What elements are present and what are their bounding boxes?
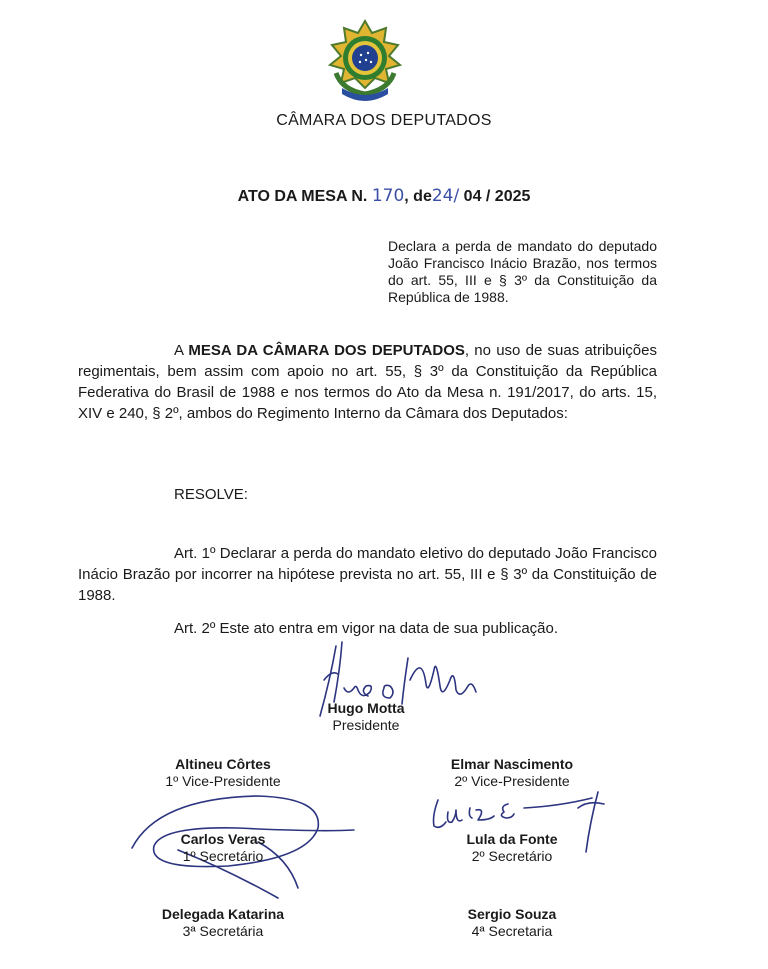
signatory-vp2-name: Elmar Nascimento	[450, 756, 574, 772]
resolve-heading: RESOLVE:	[174, 486, 248, 503]
signatory-vp2-role: 2º Vice-Presidente	[454, 773, 570, 789]
act-day-handwritten: 24	[431, 186, 454, 206]
article-2: Art. 2º Este ato entra em vigor na data de sua publicação.	[174, 620, 559, 637]
signatory-president-name: Hugo Motta	[327, 700, 405, 716]
preamble-lead: A	[174, 342, 189, 359]
signatory-sec1-role: 1º Secretário	[182, 848, 264, 864]
article-1-text: Art. 1º Declarar a perda do mandato eletivo do deputado João Francisco Inácio Brazão por incorrer na hipótese prevista no art. 55, III e § 3º da Constituição de 1988.	[78, 545, 657, 604]
signatory-sec4-role: 4ª Secretaria	[471, 923, 553, 939]
signatory-sec3-name: Delegada Katarina	[161, 906, 285, 922]
act-number-handwritten: 170	[371, 186, 405, 206]
coat-of-arms-emblem	[320, 18, 410, 104]
signatory-vp1-role: 1º Vice-Presidente	[165, 773, 281, 789]
signatory-sec2-name: Lula da Fonte	[466, 831, 558, 847]
signatory-sec2-role: 2º Secretário	[471, 848, 553, 864]
preamble-rest: , no uso de suas atribuições regimentais, bem assim com apoio no art. 55, § 3º da Constituição da República Federativa do Brasil de 1988 e nos termos do Ato da Mesa n. 191/2017, do arts. 15, XIV e 240, § 2º, ambos do Regimento Interno da Câmara dos Deputados:	[78, 342, 657, 422]
act-title-prefix: ATO DA MESA N.	[237, 188, 368, 205]
date-slash-handwritten: /	[453, 186, 460, 206]
signatory-sec4-name: Sergio Souza	[467, 906, 557, 922]
preamble-bold: MESA DA CÂMARA DOS DEPUTADOS	[188, 342, 465, 359]
act-summary: Declara a perda de mandato do deputado João Francisco Inácio Brazão, nos termos do art. 55, III e § 3º da Constituição da República de 1988.	[388, 238, 657, 305]
house-name: CÂMARA DOS DEPUTADOS	[276, 112, 492, 129]
act-date-prefix: , de	[404, 188, 432, 205]
preamble-paragraph	[78, 340, 657, 424]
act-title	[0, 186, 768, 206]
signatory-sec1-name: Carlos Veras	[180, 831, 266, 847]
signature-carlos-veras	[118, 788, 358, 906]
article-1	[78, 543, 657, 606]
signatory-vp1-name: Altineu Côrtes	[175, 756, 271, 772]
signatory-sec3-role: 3ª Secretária	[182, 923, 264, 939]
signatory-president-role: Presidente	[332, 717, 400, 733]
act-date-suffix: 04 / 2025	[463, 188, 531, 205]
